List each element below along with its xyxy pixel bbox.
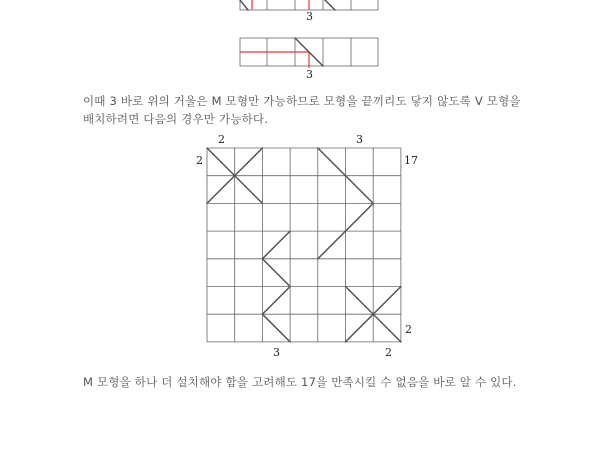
grid-right-top-label: 17 (404, 154, 418, 167)
top-strip-bottom-label: 3 (306, 10, 313, 23)
grid-left-label: 2 (196, 154, 203, 167)
grid-bottom-right-label: 2 (385, 346, 392, 359)
mirror-line (240, 0, 248, 10)
grid-top-left-label: 2 (218, 133, 225, 146)
paragraph-line: M 모형을 하나 더 설치해야 함을 고려해도 17을 만족시킬 수 없음을 바로 알 수 있다. (83, 375, 517, 389)
mid-strip-figure (240, 38, 378, 68)
paragraph-line: 이때 3 바로 위의 거울은 M 모형만 가능하므로 모형을 끝끼리도 닿지 않도록 V 모형을 (83, 94, 521, 108)
mid-strip-bottom-label: 3 (306, 68, 313, 81)
red-path (240, 52, 309, 68)
top-strip-figure (240, 0, 378, 10)
paragraph-line: 배치하려면 다음의 경우만 가능하다. (83, 112, 269, 126)
grid-right-bottom-label: 2 (405, 323, 412, 336)
mirror-lines (207, 148, 401, 342)
grid-top-right-label: 3 (356, 133, 363, 146)
grid-bottom-left-label: 3 (273, 346, 280, 359)
mirror-line (323, 0, 335, 10)
